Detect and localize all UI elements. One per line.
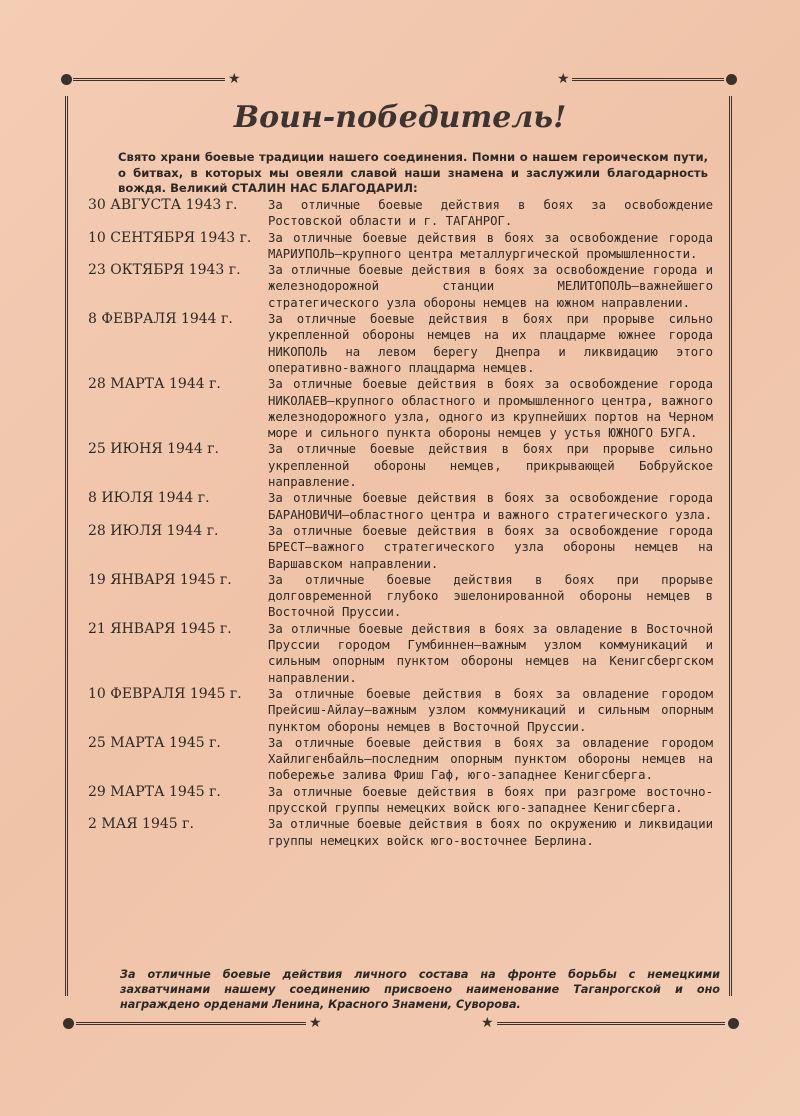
frame-left-rule: [65, 96, 68, 996]
closing-paragraph: За отличные боевые действия личного состава на фронте борьбы с немецкими захватчинами нашему соединению присвоено наименование Таганрогской и оно награждено орденами Ленина, Красного Знамени, Суворова.: [120, 968, 720, 1011]
frame-right-rule: [729, 96, 732, 996]
citation-date: 23 ОКТЯБРЯ 1943 г.: [88, 262, 241, 279]
frame-top-right-rule: [572, 78, 724, 81]
frame-star-icon: ★: [557, 71, 570, 87]
frame-star-icon: ★: [481, 1015, 494, 1031]
frame-star-icon: ★: [228, 71, 241, 87]
leaflet-title: Воин-победитель!: [233, 100, 567, 135]
frame-dot-top-left: [61, 74, 72, 85]
citation-text: За отличные боевые действия в боях за освобождение города БРЕСТ—важного стратегического узла обороны немцев на Варшавском направлении.: [268, 523, 713, 571]
frame-star-icon: ★: [309, 1015, 322, 1031]
citation-date: 19 ЯНВАРЯ 1945 г.: [88, 571, 232, 588]
citation-text: За отличные боевые действия в боях при прорыве сильно укрепленной обороны немцев, прикрывающей Бобруйское направление.: [268, 442, 713, 490]
citation-entry: [88, 197, 713, 230]
frame-dot-bottom-left: [63, 1018, 74, 1029]
citation-date: 28 ИЮЛЯ 1944 г.: [88, 522, 219, 539]
citation-text: За отличные боевые действия в боях по окружению и ликвидации группы немецких войск юго-восточнее Берлина.: [268, 817, 713, 848]
intro-paragraph: Свято храни боевые традиции нашего соединения. Помни о нашем героическом пути, о битвах, в которых мы овеяли славой наши знамена и заслужили благодарность вождя. Великий СТАЛИН НАС БЛАГОДАРИЛ:: [118, 150, 708, 195]
citation-entry: [88, 441, 713, 490]
citation-text: За отличные боевые действия в боях за овладение городом Прейсиш-Айлау—важным узлом коммуникаций и сильным опорным пунктом обороны немцев в Восточной Пруссии.: [268, 686, 713, 734]
citation-entry: [88, 572, 713, 621]
citation-date: 28 МАРТА 1944 г.: [88, 376, 221, 393]
citation-date: 21 ЯНВАРЯ 1945 г.: [88, 620, 232, 637]
citation-text: За отличные боевые действия в боях за освобождение города НИКОЛАЕВ—крупного областного и промышленного центра, важного железнодорожного узла, одного из крупнейших портов на Черном море и сильного пункта обороны немцев у устья ЮЖНОГО БУГА.: [268, 377, 713, 441]
citation-entry: [88, 311, 713, 376]
citation-date: 8 ИЮЛЯ 1944 г.: [88, 490, 210, 507]
citation-text: За отличные боевые действия в боях при прорыве долговременной глубоко эшелонированной обороны немцев в Восточной Пруссии.: [268, 572, 713, 620]
citation-date: 2 МАЯ 1945 г.: [88, 816, 194, 833]
citation-text: За отличные боевые действия в боях при прорыве сильно укрепленной обороны немцев на их плацдарме южнее города НИКОПОЛЬ на левом берегу Днепра и ликвидацию этого оперативно-важного плацдарма немцев.: [268, 312, 713, 375]
citation-date: 8 ФЕВРАЛЯ 1944 г.: [88, 311, 233, 328]
frame-bottom-left-rule: [76, 1022, 306, 1025]
frame-top-left-rule: [73, 78, 225, 81]
citation-text: За отличные боевые действия в боях за освобождение города МАРИУПОЛЬ—крупного центра металлургической промышленности.: [268, 230, 713, 261]
citation-entry: [88, 784, 713, 817]
frame-bottom-right-rule: [497, 1022, 725, 1025]
citation-entry: [88, 621, 713, 686]
citation-date: 30 АВГУСТА 1943 г.: [88, 197, 238, 213]
citation-date: 10 СЕНТЯБРЯ 1943 г.: [88, 229, 252, 246]
citations-list: [88, 197, 713, 849]
frame-dot-top-right: [726, 74, 737, 85]
citation-entry: [88, 230, 713, 263]
citation-text: За отличные боевые действия в боях за освобождение города и железнодорожной станции МЕЛИТОПОЛЬ—важнейшего стратегического узла обороны немцев на южном направлении.: [268, 263, 713, 310]
citation-text: За отличные боевые действия в боях за овладение в Восточной Пруссии городом Гумбиннен—важным узлом коммуникаций и сильным опорным пунктом обороны немцев на Кенигсбергском направлении.: [268, 621, 713, 685]
citation-date: 10 ФЕВРАЛЯ 1945 г.: [88, 685, 242, 702]
citation-entry: [88, 686, 713, 735]
citation-entry: [88, 735, 713, 784]
citation-date: 25 МАРТА 1945 г.: [88, 734, 221, 751]
citation-date: 25 ИЮНЯ 1944 г.: [88, 441, 220, 458]
citation-text: За отличные боевые действия в боях за овладение городом Хайлигенбайль—последним опорным пунктом обороны немцев на побережье залива Фриш Гаф, юго-западнее Кенигсберга.: [268, 735, 713, 783]
frame-dot-bottom-right: [728, 1018, 739, 1029]
citation-text: За отличные боевые действия в боях при разгроме восточно-прусской группы немецких войск юго-западнее Кенигсберга.: [268, 784, 713, 815]
citation-entry: [88, 262, 713, 311]
citation-entry: [88, 816, 713, 849]
citation-entry: [88, 376, 713, 441]
citation-entry: [88, 490, 713, 523]
citation-text: За отличные боевые действия в боях за освобождение города БАРАНОВИЧИ—областного центра и важного стратегического узла.: [268, 491, 713, 522]
citation-date: 29 МАРТА 1945 г.: [88, 783, 221, 800]
citation-entry: [88, 523, 713, 572]
citation-text: За отличные боевые действия в боях за освобождение Ростовской области и г. ТАГАНРОГ.: [268, 198, 713, 229]
